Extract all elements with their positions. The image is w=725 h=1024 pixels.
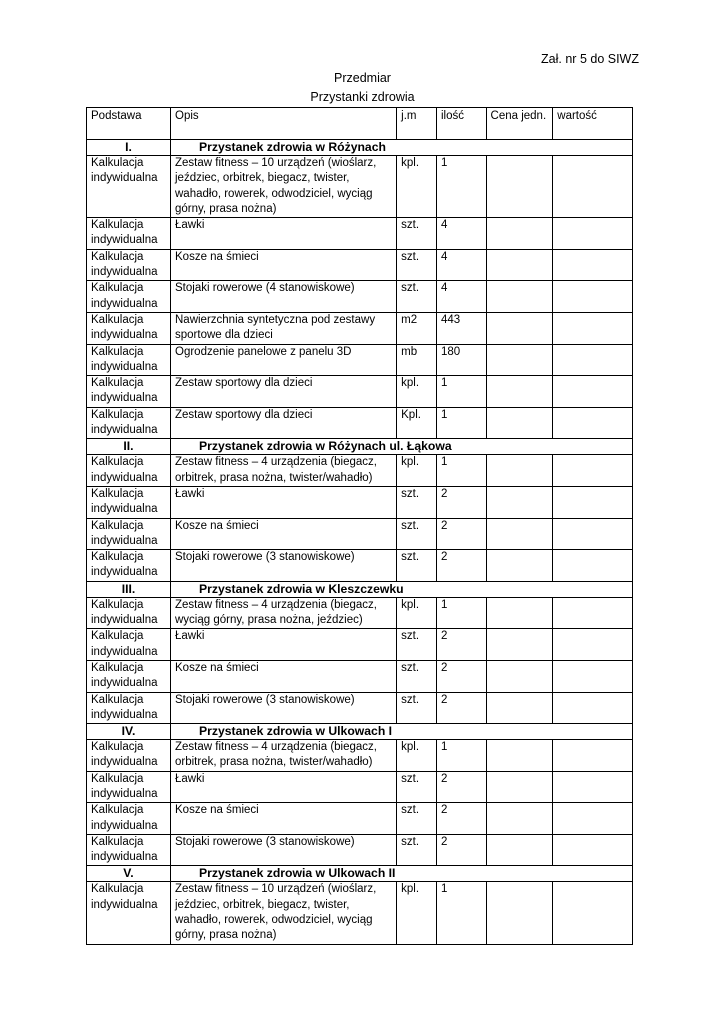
column-header-description: Opis <box>171 108 397 140</box>
unit-cell: mb <box>397 344 437 376</box>
unit-cell: szt. <box>397 803 437 835</box>
unit-price-cell <box>486 518 553 550</box>
unit-cell: szt. <box>397 281 437 313</box>
description-cell: Zestaw fitness – 4 urządzenia (biegacz, orbitrek, prasa nożna, twister/wahadło) <box>171 455 397 487</box>
table-row <box>87 882 633 944</box>
table-row <box>87 455 633 487</box>
quantity-cell: 1 <box>436 597 486 629</box>
section-title: Przystanek zdrowia w Kleszczewku <box>171 581 633 597</box>
description-cell: Ławki <box>171 629 397 661</box>
unit-cell: szt. <box>397 218 437 250</box>
section-header-row <box>87 866 633 882</box>
value-cell <box>553 882 633 944</box>
unit-price-cell <box>486 376 553 408</box>
basis-cell: Kalkulacja indywidualna <box>87 376 171 408</box>
description-cell: Ławki <box>171 771 397 803</box>
unit-cell: szt. <box>397 550 437 582</box>
value-cell <box>553 771 633 803</box>
description-cell: Nawierzchnia syntetyczna pod zestawy sportowe dla dzieci <box>171 312 397 344</box>
unit-price-cell <box>486 281 553 313</box>
quantity-cell: 1 <box>436 455 486 487</box>
basis-cell: Kalkulacja indywidualna <box>87 597 171 629</box>
unit-price-cell <box>486 218 553 250</box>
unit-cell: kpl. <box>397 740 437 772</box>
basis-cell: Kalkulacja indywidualna <box>87 281 171 313</box>
value-cell <box>553 550 633 582</box>
value-cell <box>553 803 633 835</box>
quantity-cell: 1 <box>436 407 486 439</box>
description-cell: Stojaki rowerowe (3 stanowiskowe) <box>171 692 397 724</box>
section-title: Przystanek zdrowia w Ulkowach II <box>171 866 633 882</box>
description-cell: Ławki <box>171 218 397 250</box>
unit-price-cell <box>486 156 553 218</box>
table-row <box>87 486 633 518</box>
unit-cell: kpl. <box>397 156 437 218</box>
description-cell: Ogrodzenie panelowe z panelu 3D <box>171 344 397 376</box>
section-title: Przystanek zdrowia w Różynach ul. Łąkowa <box>171 439 633 455</box>
description-cell: Ławki <box>171 486 397 518</box>
table-row <box>87 834 633 866</box>
unit-cell: kpl. <box>397 455 437 487</box>
value-cell <box>553 518 633 550</box>
table-header-row <box>87 108 633 140</box>
table-row <box>87 740 633 772</box>
quantity-cell: 443 <box>436 312 486 344</box>
section-header-row <box>87 581 633 597</box>
value-cell <box>553 629 633 661</box>
value-cell <box>553 660 633 692</box>
table-row <box>87 281 633 313</box>
table-row <box>87 629 633 661</box>
column-header-unit-price: Cena jedn. <box>486 108 553 140</box>
unit-cell: Kpl. <box>397 407 437 439</box>
table-row <box>87 771 633 803</box>
basis-cell: Kalkulacja indywidualna <box>87 740 171 772</box>
section-number: I. <box>87 140 171 156</box>
quantity-cell: 4 <box>436 218 486 250</box>
unit-price-cell <box>486 834 553 866</box>
description-cell: Kosze na śmieci <box>171 249 397 281</box>
value-cell <box>553 834 633 866</box>
table-row <box>87 803 633 835</box>
quantity-cell: 1 <box>436 882 486 944</box>
section-header-row <box>87 724 633 740</box>
quantity-cell: 2 <box>436 660 486 692</box>
basis-cell: Kalkulacja indywidualna <box>87 156 171 218</box>
quantity-cell: 2 <box>436 518 486 550</box>
unit-price-cell <box>486 312 553 344</box>
bill-of-quantities-table <box>86 107 633 945</box>
description-cell: Kosze na śmieci <box>171 660 397 692</box>
table-row <box>87 249 633 281</box>
section-header-row <box>87 140 633 156</box>
unit-cell: szt. <box>397 834 437 866</box>
description-cell: Zestaw fitness – 10 urządzeń (wioślarz, jeździec, orbitrek, biegacz, twister, wahadło, rowerek, odwodziciel, wyciąg górny, prasa nożna) <box>171 156 397 218</box>
table-row <box>87 376 633 408</box>
value-cell <box>553 218 633 250</box>
basis-cell: Kalkulacja indywidualna <box>87 249 171 281</box>
basis-cell: Kalkulacja indywidualna <box>87 312 171 344</box>
column-header-unit: j.m <box>397 108 437 140</box>
description-cell: Zestaw sportowy dla dzieci <box>171 376 397 408</box>
description-cell: Zestaw fitness – 4 urządzenia (biegacz, wyciąg górny, prasa nożna, jeździec) <box>171 597 397 629</box>
unit-cell: szt. <box>397 518 437 550</box>
table-row <box>87 518 633 550</box>
unit-price-cell <box>486 740 553 772</box>
value-cell <box>553 156 633 218</box>
section-header-row <box>87 439 633 455</box>
unit-price-cell <box>486 629 553 661</box>
unit-price-cell <box>486 249 553 281</box>
unit-cell: szt. <box>397 771 437 803</box>
table-row <box>87 407 633 439</box>
value-cell <box>553 692 633 724</box>
document-title: Przedmiar <box>334 71 391 85</box>
unit-price-cell <box>486 486 553 518</box>
quantity-cell: 2 <box>436 803 486 835</box>
quantity-cell: 2 <box>436 834 486 866</box>
description-cell: Zestaw sportowy dla dzieci <box>171 407 397 439</box>
basis-cell: Kalkulacja indywidualna <box>87 455 171 487</box>
attachment-label: Zał. nr 5 do SIWZ <box>541 52 639 66</box>
quantity-cell: 2 <box>436 692 486 724</box>
unit-price-cell <box>486 882 553 944</box>
quantity-cell: 1 <box>436 740 486 772</box>
table-row <box>87 312 633 344</box>
quantity-cell: 4 <box>436 281 486 313</box>
section-number: III. <box>87 581 171 597</box>
quantity-cell: 2 <box>436 550 486 582</box>
description-cell: Stojaki rowerowe (3 stanowiskowe) <box>171 550 397 582</box>
table-row <box>87 692 633 724</box>
quantity-cell: 2 <box>436 771 486 803</box>
table-row <box>87 156 633 218</box>
section-title: Przystanek zdrowia w Różynach <box>171 140 633 156</box>
unit-price-cell <box>486 550 553 582</box>
column-header-value: wartość <box>553 108 633 140</box>
quantity-cell: 1 <box>436 156 486 218</box>
basis-cell: Kalkulacja indywidualna <box>87 803 171 835</box>
unit-price-cell <box>486 771 553 803</box>
description-cell: Zestaw fitness – 4 urządzenia (biegacz, orbitrek, prasa nożna, twister/wahadło) <box>171 740 397 772</box>
quantity-cell: 1 <box>436 376 486 408</box>
value-cell <box>553 486 633 518</box>
column-header-basis: Podstawa <box>87 108 171 140</box>
unit-price-cell <box>486 803 553 835</box>
unit-cell: szt. <box>397 486 437 518</box>
value-cell <box>553 740 633 772</box>
basis-cell: Kalkulacja indywidualna <box>87 629 171 661</box>
section-number: V. <box>87 866 171 882</box>
column-header-quantity: ilość <box>436 108 486 140</box>
unit-cell: m2 <box>397 312 437 344</box>
description-cell: Zestaw fitness – 10 urządzeń (wioślarz, jeździec, orbitrek, biegacz, twister, wahadło, rowerek, odwodziciel, wyciąg górny, prasa nożna) <box>171 882 397 944</box>
basis-cell: Kalkulacja indywidualna <box>87 882 171 944</box>
basis-cell: Kalkulacja indywidualna <box>87 407 171 439</box>
basis-cell: Kalkulacja indywidualna <box>87 834 171 866</box>
section-number: IV. <box>87 724 171 740</box>
unit-cell: kpl. <box>397 882 437 944</box>
unit-price-cell <box>486 597 553 629</box>
unit-cell: szt. <box>397 249 437 281</box>
description-cell: Stojaki rowerowe (4 stanowiskowe) <box>171 281 397 313</box>
table-row <box>87 550 633 582</box>
section-title: Przystanek zdrowia w Ulkowach I <box>171 724 633 740</box>
quantity-cell: 4 <box>436 249 486 281</box>
unit-price-cell <box>486 660 553 692</box>
basis-cell: Kalkulacja indywidualna <box>87 692 171 724</box>
unit-cell: szt. <box>397 692 437 724</box>
value-cell <box>553 376 633 408</box>
basis-cell: Kalkulacja indywidualna <box>87 660 171 692</box>
unit-cell: szt. <box>397 660 437 692</box>
unit-cell: szt. <box>397 629 437 661</box>
document-subtitle: Przystanki zdrowia <box>310 90 415 104</box>
value-cell <box>553 281 633 313</box>
section-number: II. <box>87 439 171 455</box>
unit-cell: kpl. <box>397 376 437 408</box>
value-cell <box>553 344 633 376</box>
unit-price-cell <box>486 344 553 376</box>
quantity-cell: 180 <box>436 344 486 376</box>
value-cell <box>553 597 633 629</box>
table-row <box>87 344 633 376</box>
value-cell <box>553 312 633 344</box>
table-row <box>87 218 633 250</box>
table-row <box>87 597 633 629</box>
unit-price-cell <box>486 692 553 724</box>
table-row <box>87 660 633 692</box>
basis-cell: Kalkulacja indywidualna <box>87 486 171 518</box>
unit-price-cell <box>486 407 553 439</box>
quantity-cell: 2 <box>436 486 486 518</box>
unit-price-cell <box>486 455 553 487</box>
value-cell <box>553 249 633 281</box>
description-cell: Kosze na śmieci <box>171 518 397 550</box>
description-cell: Kosze na śmieci <box>171 803 397 835</box>
unit-cell: kpl. <box>397 597 437 629</box>
value-cell <box>553 407 633 439</box>
basis-cell: Kalkulacja indywidualna <box>87 218 171 250</box>
description-cell: Stojaki rowerowe (3 stanowiskowe) <box>171 834 397 866</box>
basis-cell: Kalkulacja indywidualna <box>87 771 171 803</box>
basis-cell: Kalkulacja indywidualna <box>87 344 171 376</box>
quantity-cell: 2 <box>436 629 486 661</box>
basis-cell: Kalkulacja indywidualna <box>87 518 171 550</box>
basis-cell: Kalkulacja indywidualna <box>87 550 171 582</box>
value-cell <box>553 455 633 487</box>
